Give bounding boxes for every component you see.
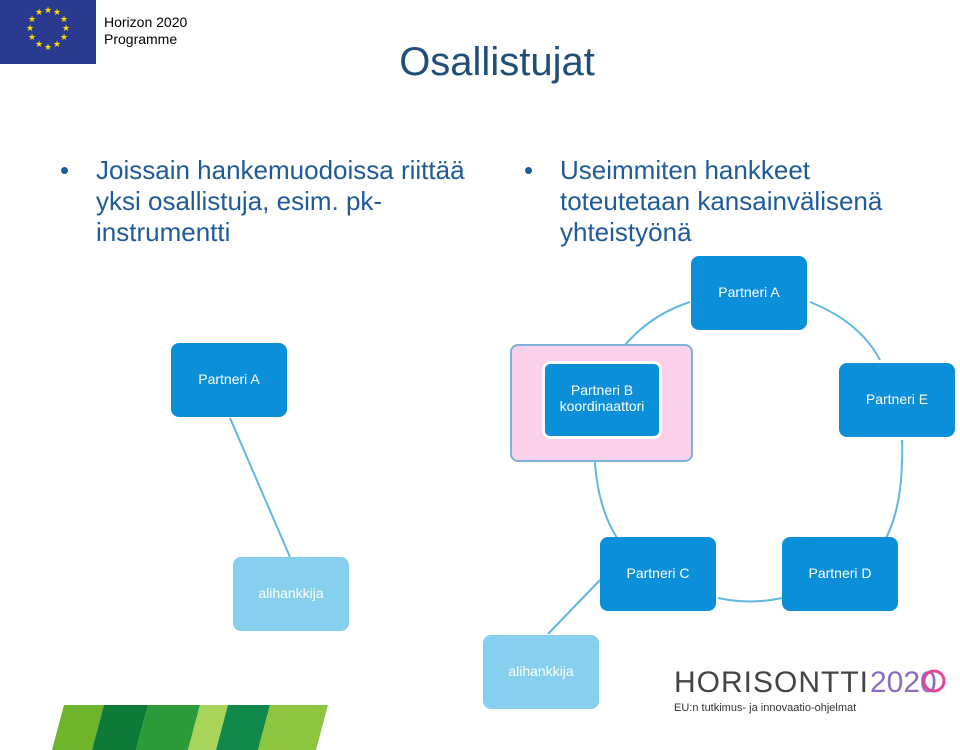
svg-text:★: ★ [43, 5, 53, 15]
slide-title: Osallistujat [399, 40, 595, 84]
logo-year-text: 2020 [870, 666, 937, 699]
bullet-dot-icon: • [60, 155, 70, 185]
svg-text:★: ★ [59, 32, 69, 42]
partner-c-box [600, 537, 716, 611]
left-subcontractor-label: alihankkija [258, 585, 324, 601]
partner-b-coordinator-box [542, 361, 662, 439]
partner-c-label: Partneri C [626, 565, 690, 581]
partner-e-label: Partneri E [865, 391, 929, 407]
right-subcontractor-label: alihankkija [508, 663, 574, 679]
svg-text:★: ★ [25, 23, 35, 33]
svg-text:★: ★ [34, 39, 44, 49]
partner-e-box [839, 363, 955, 437]
programme-line2: Programme [104, 31, 178, 47]
partner-a-box [691, 256, 807, 330]
left-partner-a-label: Partneri A [198, 371, 260, 387]
left-subcontractor-box [233, 557, 349, 631]
logo-horisontti-text: HORISONTTI [674, 666, 869, 699]
left-partner-a-box [171, 343, 287, 417]
svg-text:★: ★ [43, 42, 53, 52]
bullet-left-text: Joissain hankemuodoissa riittää yksi osallistuja, esim. pk-instrumentti [96, 155, 465, 247]
bullet-right-text: Useimmiten hankkeet toteutetaan kansainvälisenä yhteistyönä [560, 155, 883, 247]
right-subcontractor-box [483, 635, 599, 709]
connector-c-sub [548, 580, 600, 634]
partner-d-label: Partneri D [808, 565, 872, 581]
logo-subtitle: EU:n tutkimus- ja innovaatio-ohjelmat [674, 702, 857, 714]
partner-d-box [782, 537, 898, 611]
svg-text:★: ★ [61, 23, 71, 33]
svg-text:★: ★ [27, 32, 37, 42]
programme-line1: Horizon 2020 [104, 14, 188, 30]
connector-a-e [810, 302, 880, 360]
svg-text:★: ★ [52, 39, 62, 49]
svg-text:★: ★ [52, 7, 62, 17]
svg-text:★: ★ [34, 7, 44, 17]
connector-left [230, 418, 290, 557]
bullet-dot-icon: • [524, 155, 534, 185]
connector-c-d [718, 598, 782, 602]
svg-text:★: ★ [27, 14, 37, 24]
coordinator-label: koordinaattori [559, 398, 645, 414]
connector-e-d [885, 440, 902, 540]
partner-b-label: Partneri B [570, 382, 634, 398]
green-stripes-decoration [0, 700, 340, 750]
svg-text:★: ★ [59, 14, 69, 24]
partner-a-label: Partneri A [718, 284, 780, 300]
